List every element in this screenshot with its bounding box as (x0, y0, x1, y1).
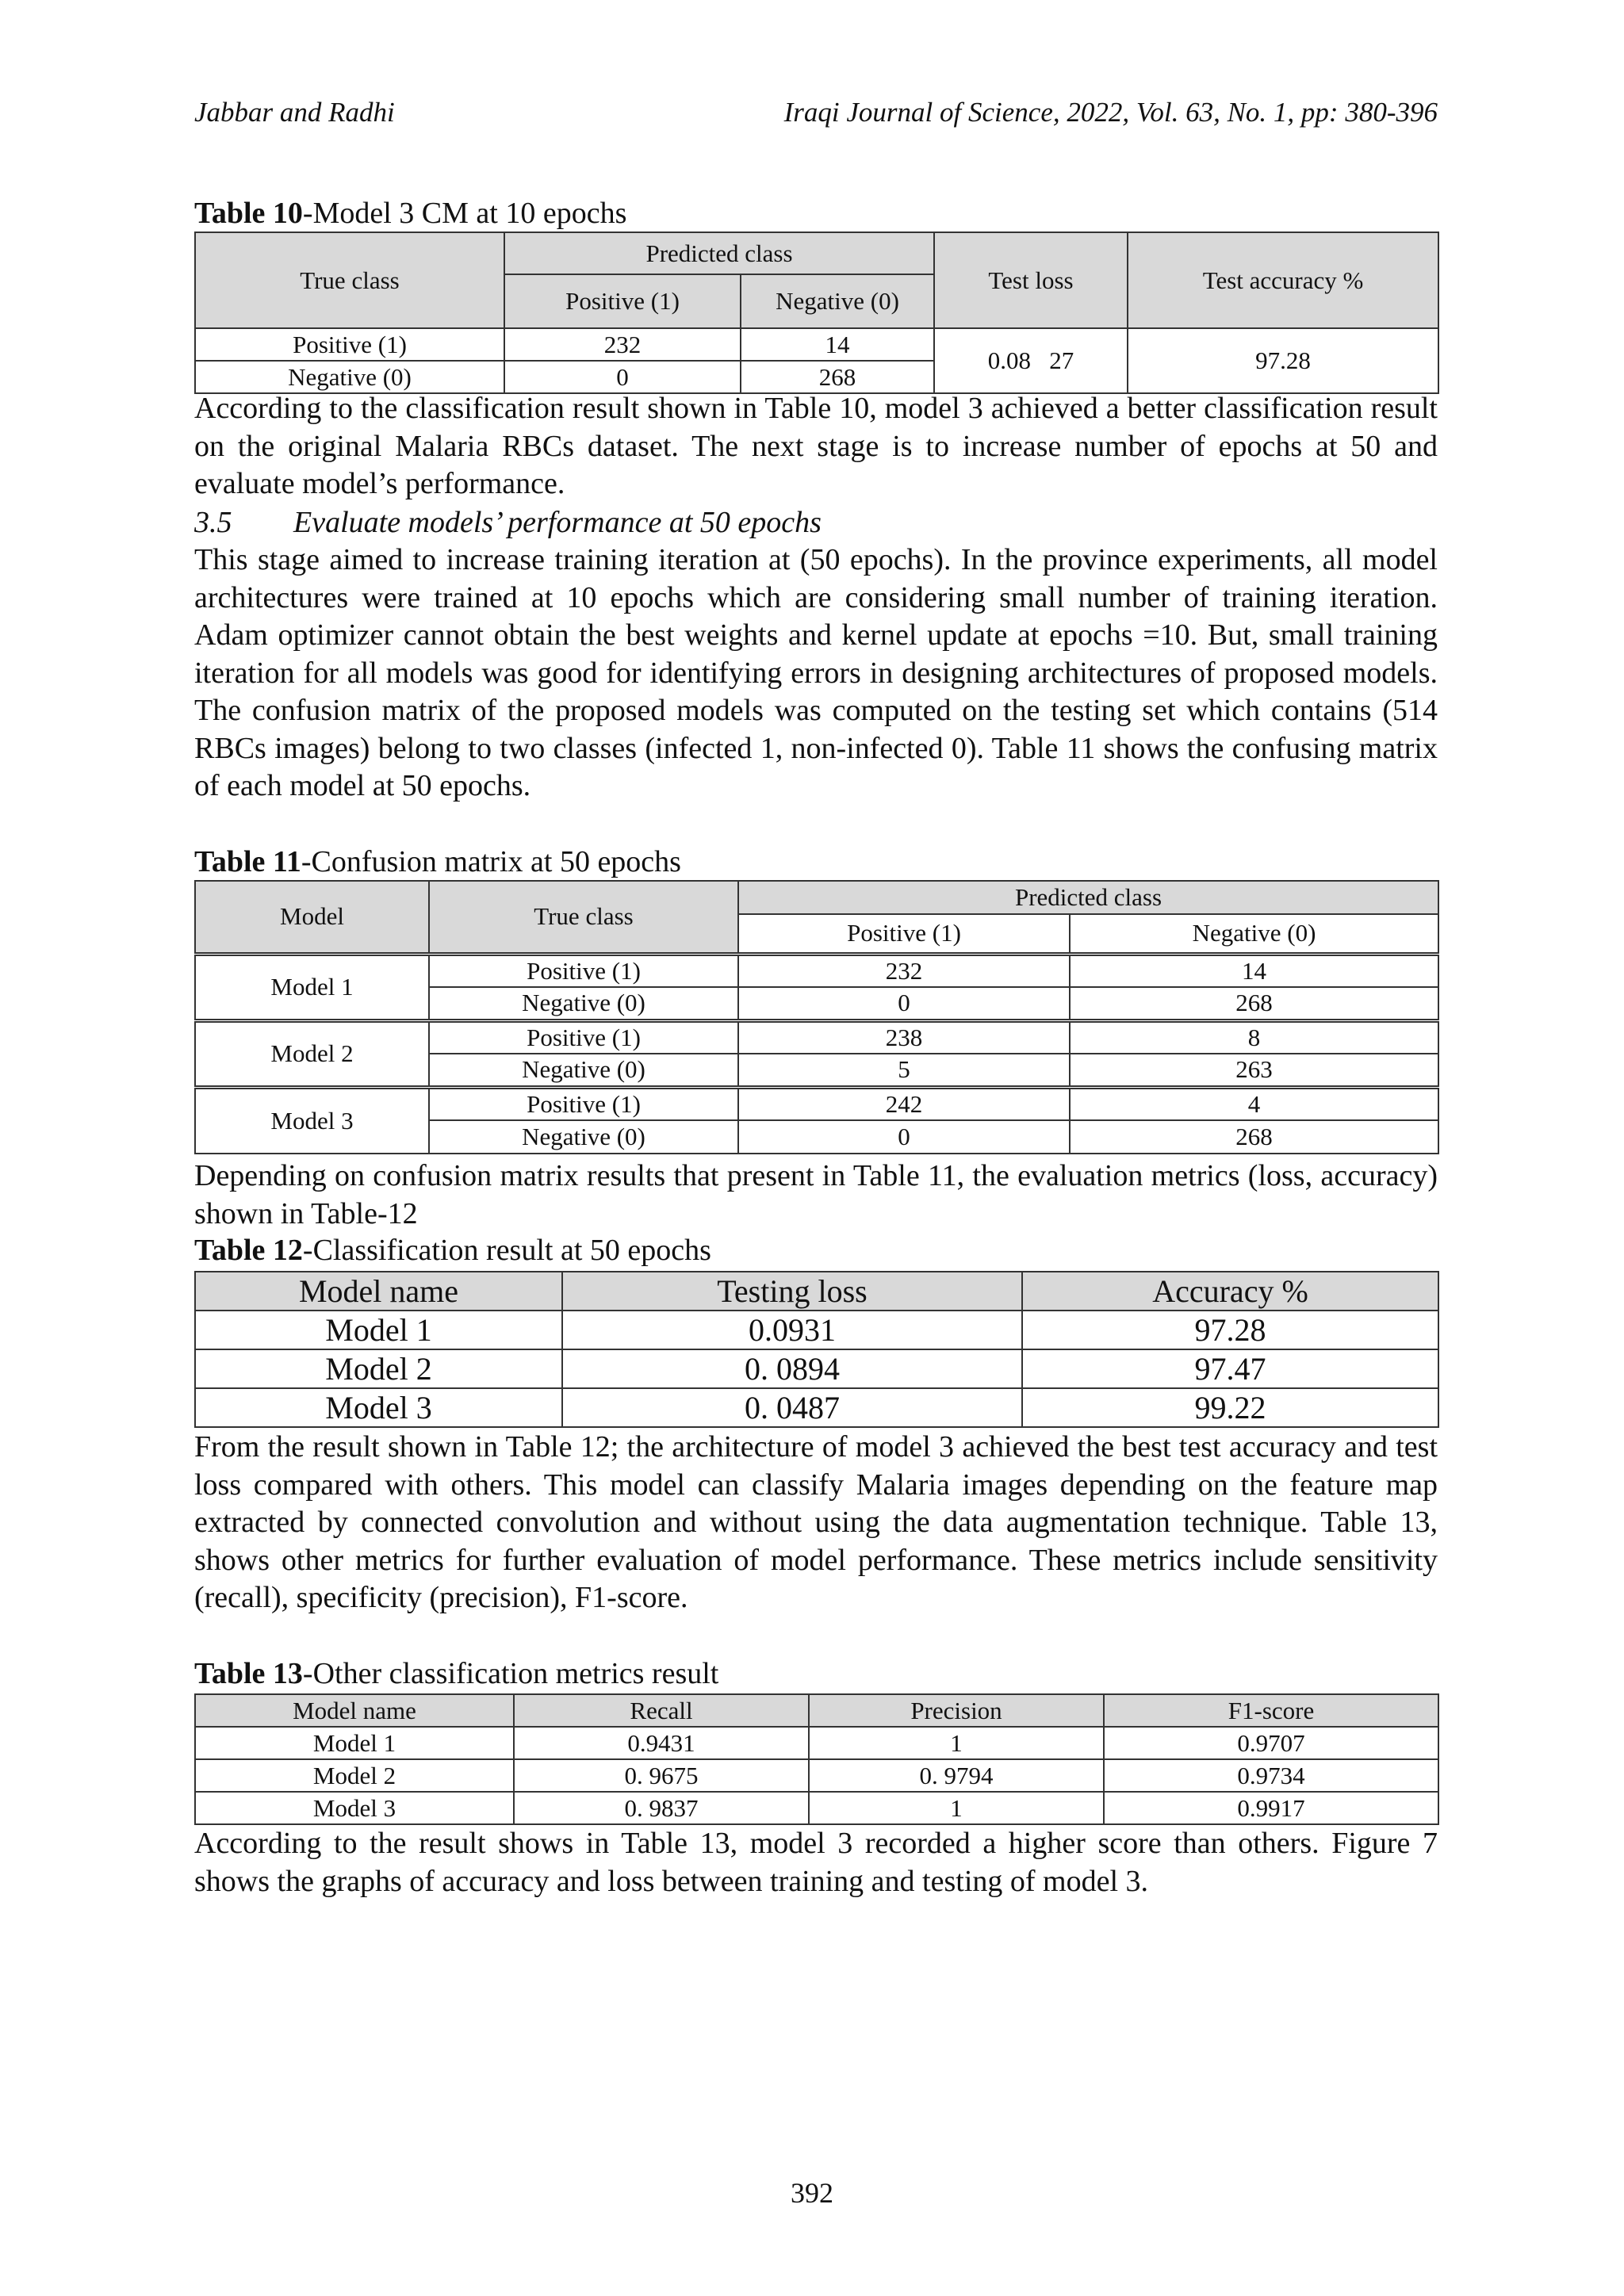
table-13-cell: Model 3 (195, 1792, 514, 1824)
table-11-true-class-header: True class (429, 881, 738, 954)
table-10-predicted-class-header: Predicted class (504, 232, 934, 274)
header-journal: Iraqi Journal of Science, 2022, Vol. 63, No. 1, pp: 380-396 (783, 97, 1438, 128)
paragraph-4: From the result shown in Table 12; the architecture of model 3 achieved the best test accuracy and test loss compared with others. This model can classify Malaria images depending on the feature map extracted by connected convolution and without using the data augmentation technique. Table 13, shows other metrics for further evaluation of model performance. These metrics include sensitivity (recall), specificity (precision), F1-score. (194, 1430, 1438, 1614)
table-11 (194, 880, 1439, 1154)
table-10-negative-header: Negative (0) (741, 274, 934, 328)
table-11-title: -Confusion matrix at 50 epochs (301, 845, 681, 878)
table-11-cell: 4 (1070, 1087, 1438, 1120)
table-13-cell: 1 (809, 1727, 1104, 1759)
table-11-model-name: Model 2 (195, 1020, 429, 1087)
table-11-predicted-class-header: Predicted class (738, 881, 1438, 914)
table-10-accuracy-value: 97.28 (1128, 328, 1438, 393)
running-header (194, 97, 1438, 128)
table-13-cell: Model 1 (195, 1727, 514, 1759)
section-number: 3.5 (194, 506, 232, 539)
table-11-caption (194, 844, 681, 880)
paragraph-3: Depending on confusion matrix results that present in Table 11, the evaluation metrics (loss, accuracy) shown in Table-12 (194, 1159, 1438, 1230)
table-13-cell: 0.9917 (1104, 1792, 1438, 1824)
table-12-title: -Classification result at 50 epochs (302, 1234, 711, 1267)
table-12-cell: 0.0931 (562, 1311, 1022, 1349)
table-10-loss-value: 0.08 27 (934, 328, 1128, 393)
table-11-row-label: Negative (0) (429, 1054, 738, 1087)
table-10-cell: 0 (504, 361, 741, 393)
section-heading (194, 504, 822, 541)
table-13-cell: 0. 9794 (809, 1759, 1104, 1792)
table-10-test-loss-header: Test loss (934, 232, 1128, 328)
table-11-cell: 5 (738, 1054, 1070, 1087)
table-12-header: Model name (195, 1272, 562, 1311)
table-12-cell: 99.22 (1022, 1388, 1438, 1427)
table-12-cell: Model 2 (195, 1349, 562, 1388)
table-11-cell: 0 (738, 987, 1070, 1020)
table-11-cell: 232 (738, 954, 1070, 987)
table-12 (194, 1271, 1439, 1428)
table-12-cell: 0. 0487 (562, 1388, 1022, 1427)
table-13-cell: 0.9734 (1104, 1759, 1438, 1792)
paragraph-1: According to the classification result shown in Table 10, model 3 achieved a better classification result on the original Malaria RBCs dataset. The next stage is to increase number of epochs at 50 and evaluate model’s performance. (194, 392, 1438, 500)
table-10-label: Table 10 (194, 197, 303, 230)
table-13-header: Model name (195, 1694, 514, 1727)
table-12-cell: 97.28 (1022, 1311, 1438, 1349)
table-10-row-label: Positive (1) (195, 328, 504, 361)
table-11-model-name: Model 3 (195, 1087, 429, 1154)
section-title: Evaluate models’ performance at 50 epochs (293, 506, 822, 539)
table-11-label: Table 11 (194, 845, 301, 878)
table-11-row-label: Negative (0) (429, 1120, 738, 1154)
table-10-cell: 14 (741, 328, 934, 361)
table-12-cell: Model 1 (195, 1311, 562, 1349)
table-10-title: -Model 3 CM at 10 epochs (302, 197, 627, 230)
paragraph-2: This stage aimed to increase training iteration at (50 epochs). In the province experiments, all model architectures were trained at 10 epochs which are considering small number of training iteration. Adam optimizer cannot obtain the best weights and kernel update at epochs =10. But, small training iteration for all models was good for identifying errors in designing architectures of proposed models. The confusion matrix of the proposed models was computed on the testing set which contains (514 RBCs images) belong to two classes (infected 1, non-infected 0). Table 11 shows the confusing matrix of each model at 50 epochs. (194, 543, 1438, 802)
table-10 (194, 232, 1439, 394)
table-12-header: Accuracy % (1022, 1272, 1438, 1311)
table-10-true-class-header: True class (195, 232, 504, 328)
table-10-cell: 232 (504, 328, 741, 361)
table-11-cell: 14 (1070, 954, 1438, 987)
table-12-cell: Model 3 (195, 1388, 562, 1427)
table-11-model-header: Model (195, 881, 429, 954)
table-11-cell: 238 (738, 1020, 1070, 1054)
header-authors: Jabbar and Radhi (194, 97, 395, 128)
table-11-row-label: Negative (0) (429, 987, 738, 1020)
table-12-cell: 97.47 (1022, 1349, 1438, 1388)
table-13 (194, 1693, 1439, 1825)
table-13-cell: 0.9707 (1104, 1727, 1438, 1759)
table-12-header: Testing loss (562, 1272, 1022, 1311)
table-13-header: F1-score (1104, 1694, 1438, 1727)
table-10-cell: 268 (741, 361, 934, 393)
table-10-test-accuracy-header: Test accuracy % (1128, 232, 1438, 328)
table-13-cell: 0.9431 (514, 1727, 809, 1759)
table-11-positive-header: Positive (1) (738, 914, 1070, 954)
table-13-cell: Model 2 (195, 1759, 514, 1792)
table-13-header: Recall (514, 1694, 809, 1727)
table-11-row-label: Positive (1) (429, 1020, 738, 1054)
table-11-cell: 242 (738, 1087, 1070, 1120)
table-11-row-label: Positive (1) (429, 954, 738, 987)
table-10-positive-header: Positive (1) (504, 274, 741, 328)
table-11-cell: 0 (738, 1120, 1070, 1154)
table-13-header: Precision (809, 1694, 1104, 1727)
table-11-cell: 268 (1070, 1120, 1438, 1154)
table-13-cell: 1 (809, 1792, 1104, 1824)
paragraph-5: According to the result shows in Table 13, model 3 recorded a higher score than others. Figure 7 shows the graphs of accuracy and loss between training and testing of model 3. (194, 1827, 1438, 1898)
table-12-cell: 0. 0894 (562, 1349, 1022, 1388)
table-10-caption (194, 195, 626, 232)
table-10-row-label: Negative (0) (195, 361, 504, 393)
table-11-negative-header: Negative (0) (1070, 914, 1438, 954)
table-13-cell: 0. 9837 (514, 1792, 809, 1824)
table-11-cell: 268 (1070, 987, 1438, 1020)
table-13-title: -Other classification metrics result (302, 1657, 719, 1690)
table-11-row-label: Positive (1) (429, 1087, 738, 1120)
table-13-label: Table 13 (194, 1657, 303, 1690)
table-13-caption (194, 1655, 718, 1692)
table-12-caption (194, 1232, 711, 1269)
table-11-cell: 8 (1070, 1020, 1438, 1054)
table-12-label: Table 12 (194, 1234, 303, 1267)
page-number: 392 (791, 2177, 833, 2209)
table-11-model-name: Model 1 (195, 954, 429, 1020)
table-11-cell: 263 (1070, 1054, 1438, 1087)
table-13-cell: 0. 9675 (514, 1759, 809, 1792)
